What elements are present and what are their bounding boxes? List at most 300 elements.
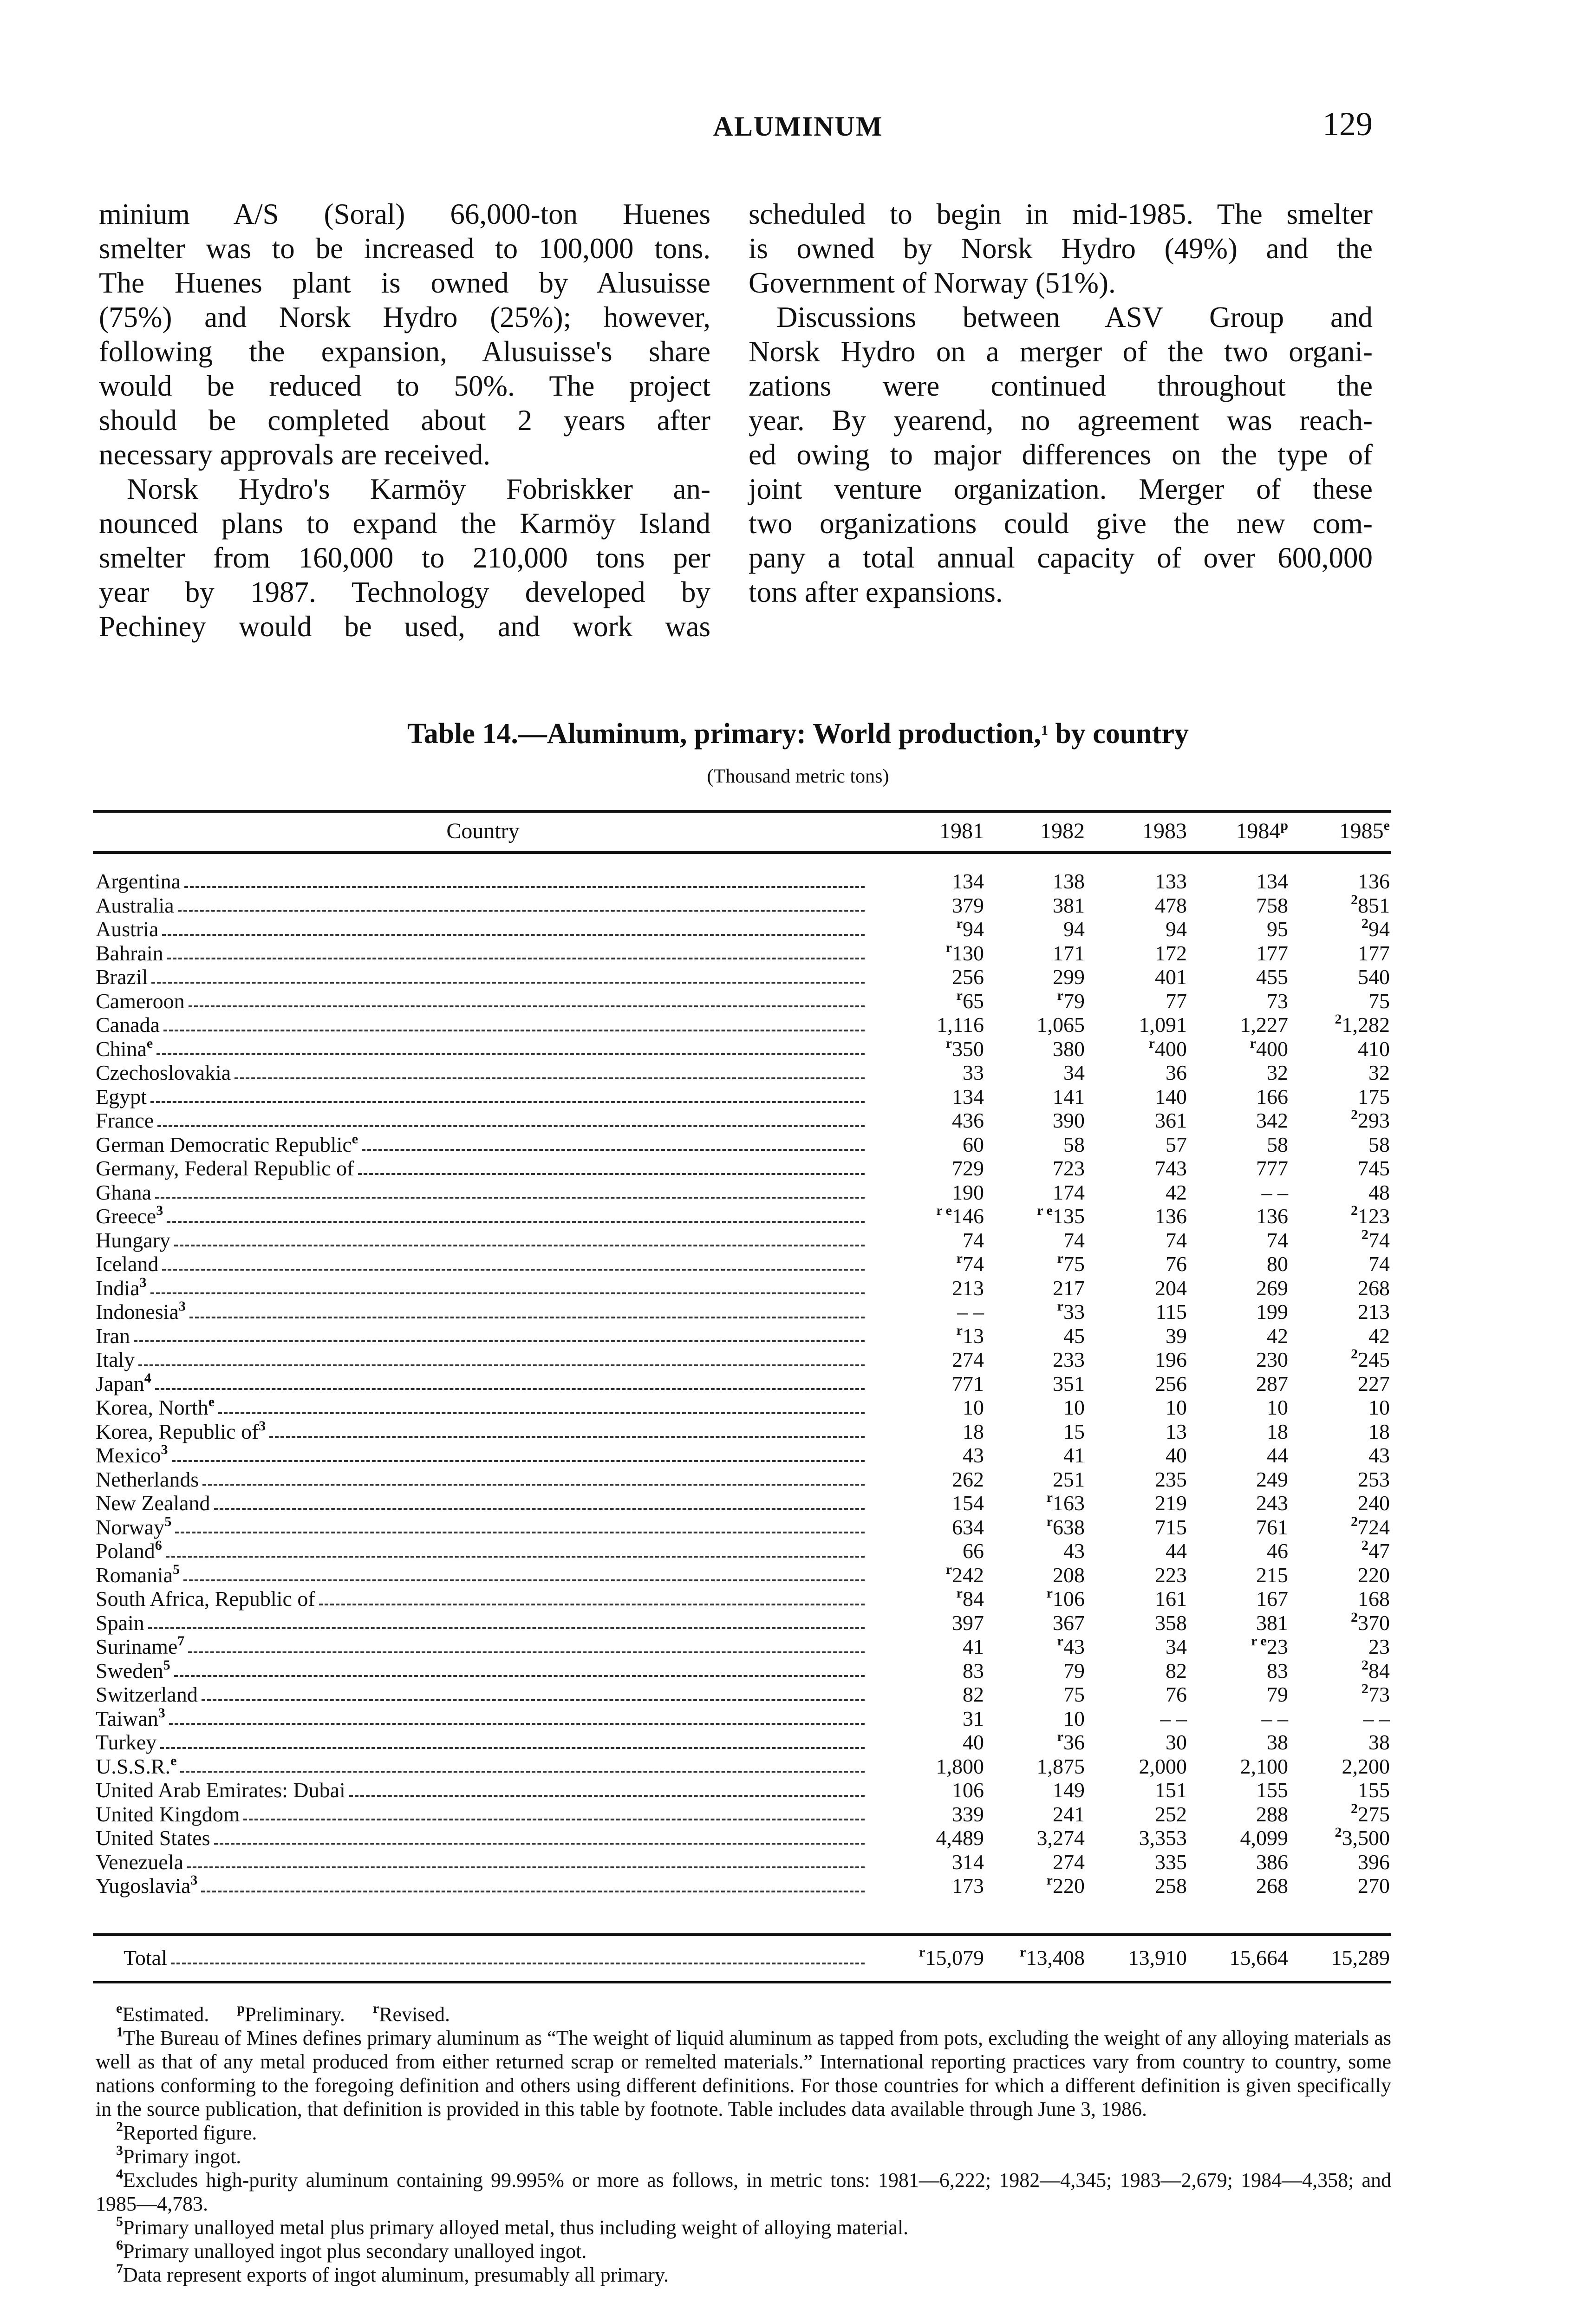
value: 74 [1063,1228,1085,1252]
value: 18 [963,1419,984,1443]
column-header-label: 1981 [939,819,984,843]
footnote-number: 6 [116,2237,123,2253]
country-label: Canada [96,1013,160,1037]
country-label: Iran [96,1324,130,1348]
value: 1,227 [1240,1013,1288,1037]
dot-leader [156,1053,865,1055]
value: 288 [1256,1802,1288,1826]
footnote-text: Excludes high-purity aluminum containing 99.995% or more as follows, in metric tons: 1981—6,222; 1982—4,345; 1983—2,679; 1984—4,358; and 1985—4,783. [96,2169,1391,2215]
value-cell [984,1420,1085,1444]
value-cell [1085,1778,1187,1802]
dot-leader [155,1197,865,1199]
country-label: United Kingdom [96,1802,240,1826]
value: 13,910 [1128,1946,1187,1970]
value: 18 [1267,1419,1288,1443]
value-note: 2 [1361,1538,1368,1553]
footnote-key [237,2003,345,2026]
text-line: following the expansion, Alusuisse's share [99,335,710,368]
value: 220 [1358,1563,1390,1587]
dot-leader [319,1604,865,1605]
footnote [96,2239,1391,2263]
value-cell [870,1109,984,1133]
country-label: United Arab Emirates: Dubai [96,1778,345,1802]
value-cell [870,1085,984,1109]
value-cell [1288,1707,1390,1731]
value: 241 [1053,1802,1085,1826]
value-cell [1187,894,1288,918]
country-name [96,1491,210,1515]
value-cell [1085,1109,1187,1133]
value: 379 [952,893,984,917]
table-row [96,1707,1390,1731]
value-cell [870,1539,984,1563]
value: 38 [1368,1730,1390,1754]
value: 758 [1256,893,1288,917]
country-name [96,1420,266,1444]
country-label: Czechoslovakia [96,1061,231,1084]
value-cell [1085,1133,1187,1157]
text-line: pany a total annual capacity of over 600,000 [749,541,1373,574]
value-cell [1187,1396,1288,1420]
value-note: r [945,1561,952,1577]
text-line: year. By yearend, no agreement was reach- [749,404,1373,437]
value-cell [1187,1228,1288,1252]
value: 23 [1368,1635,1390,1658]
value: 227 [1358,1371,1390,1396]
country-name [96,1037,153,1061]
value-cell [1085,965,1187,989]
value-note: 2 [1335,1011,1342,1027]
value-cell [984,1348,1085,1372]
value-note: r [919,1944,925,1960]
value-note: 2 [1351,1800,1358,1816]
dot-leader [189,1317,865,1318]
value: 172 [1155,941,1187,965]
country-name [96,1587,315,1611]
value-cell [984,1228,1085,1252]
column-header [978,818,1085,844]
value-cell [870,1946,984,1970]
footnote [96,2026,1391,2121]
dot-leader [349,1795,865,1797]
value: 13 [1166,1419,1187,1443]
country-label: Korea, Republic of [96,1419,259,1443]
value: 638 [1053,1515,1085,1539]
dot-leader [202,1484,865,1486]
value-cell [1085,1348,1187,1372]
value: 34 [1063,1061,1085,1084]
value: 410 [1358,1037,1390,1061]
value-cell [1187,1778,1288,1802]
value: 274 [952,1348,984,1371]
value-cell [984,1874,1085,1898]
value: 245 [1358,1348,1390,1371]
table-top-rule [93,810,1391,813]
value: 15 [1063,1419,1085,1443]
country-cell [96,869,870,894]
value-cell [1288,1061,1390,1085]
value-cell [1288,1181,1390,1205]
value-cell [1288,941,1390,965]
value: 42 [1368,1324,1390,1348]
value-cell [1187,1659,1288,1683]
table-row [96,1635,1390,1659]
value: 123 [1358,1204,1390,1228]
value: 42 [1267,1324,1288,1348]
country-cell [96,1181,870,1205]
country-name [96,1468,199,1492]
value-cell [984,1802,1085,1826]
value: 161 [1155,1587,1187,1611]
table-row [96,1156,1390,1181]
value: 140 [1155,1084,1187,1109]
value: 361 [1155,1109,1187,1132]
dot-leader [174,1675,865,1677]
value: 455 [1256,965,1288,989]
body-column-left [99,197,710,644]
table-row [96,1563,1390,1587]
value-cell [1288,989,1390,1013]
value: 40 [1166,1443,1187,1467]
value: – – [1261,1706,1288,1730]
value: 397 [952,1611,984,1635]
country-footnote: 3 [190,1872,198,1888]
value: 23 [1267,1635,1288,1658]
value-cell [984,1181,1085,1205]
country-label: Venezuela [96,1850,183,1874]
value-cell [984,1468,1085,1492]
country-name [96,917,158,941]
table-row [96,1755,1390,1779]
value-note: r [1046,1872,1053,1888]
country-cell [96,1300,870,1324]
value: 84 [1368,1658,1390,1683]
value-note: 2 [1335,1825,1342,1840]
value: 256 [1155,1371,1187,1396]
dot-leader [214,1508,865,1510]
value-cell [1288,1755,1390,1779]
value-cell [1085,1515,1187,1539]
text-line: should be completed about 2 years after [99,404,710,437]
value-cell [1085,1228,1187,1252]
value: 196 [1155,1348,1187,1371]
value-cell [1288,965,1390,989]
dot-leader [138,1364,865,1366]
value: 381 [1256,1611,1288,1635]
column-header [1080,818,1187,844]
text-line: year by 1987. Technology developed by [99,576,710,608]
country-cell [96,1037,870,1061]
country-label: New Zealand [96,1491,210,1515]
dot-leader [362,1149,865,1151]
value: 1,065 [1036,1013,1085,1037]
country-name [96,1228,170,1252]
country-cell [96,1396,870,1420]
value-note: r [956,1585,963,1601]
value-cell [1085,1802,1187,1826]
value: 253 [1358,1467,1390,1491]
table-row [96,1324,1390,1348]
value-cell [1187,1204,1288,1228]
value: 65 [963,989,984,1013]
value: 133 [1155,869,1187,893]
value: 386 [1256,1850,1288,1874]
value-cell [1288,1778,1390,1802]
value-cell [1187,1730,1288,1755]
table-row [96,1085,1390,1109]
value-cell [1187,941,1288,965]
value-cell [1085,1468,1187,1492]
value-cell [1085,1420,1187,1444]
country-label: Argentina [96,869,181,893]
value-cell [1187,1850,1288,1874]
value-cell [984,1252,1085,1276]
table-row [96,1850,1390,1874]
value-note: r [1057,1633,1063,1649]
value-cell [1288,1850,1390,1874]
country-cell [96,1443,870,1468]
country-label: Italy [96,1348,135,1371]
value-cell [1187,1491,1288,1515]
value-cell [870,1324,984,1348]
running-title: ALUMINUM [713,111,883,142]
value-cell [1288,1946,1390,1970]
country-cell [96,1755,870,1779]
value-cell [1187,1085,1288,1109]
value: 745 [1358,1156,1390,1180]
value: 57 [1166,1132,1187,1156]
value-cell [1085,1946,1187,1970]
value-cell [1085,1491,1187,1515]
value-cell [1085,894,1187,918]
value: 2,000 [1139,1754,1187,1778]
value: 134 [952,1084,984,1109]
value-cell [870,1707,984,1731]
country-cell [96,1778,870,1802]
text-line: smelter was to be increased to 100,000 tons. [99,232,710,265]
value-cell [1085,941,1187,965]
value-cell [984,1396,1085,1420]
country-cell [96,917,870,941]
footnote [96,2263,1391,2287]
value: 219 [1155,1491,1187,1515]
country-label: Turkey [96,1730,157,1754]
country-cell [96,1109,870,1133]
country-name [96,1013,160,1037]
country-name [96,1850,183,1874]
country-cell [96,1468,870,1492]
value-cell [1085,1037,1187,1061]
country-cell [96,1730,870,1755]
value-note: r [956,916,963,931]
value: 154 [952,1491,984,1515]
value: 75 [1063,1252,1085,1276]
value: 213 [1358,1300,1390,1324]
value: 48 [1368,1180,1390,1204]
value: 168 [1358,1587,1390,1611]
value: 1,800 [936,1754,984,1778]
value-cell [1187,1061,1288,1085]
dot-leader [187,1866,865,1868]
country-cell [96,1683,870,1707]
dot-leader [172,1460,865,1462]
value-cell [1085,1874,1187,1898]
country-label: Poland [96,1539,155,1563]
value-cell [870,1515,984,1539]
value: – – [957,1300,984,1324]
value-cell [870,1443,984,1468]
value: 268 [1358,1276,1390,1300]
table-header-rule [93,851,1391,854]
value: 235 [1155,1467,1187,1491]
value-cell [1187,1276,1288,1300]
value: 262 [952,1467,984,1491]
value-cell [1187,1013,1288,1037]
value: 138 [1053,869,1085,893]
value-cell [1085,1683,1187,1707]
footnote-symbol: r [372,2001,379,2016]
value: 36 [1063,1730,1085,1754]
value-cell [1288,1443,1390,1468]
value: – – [1363,1706,1390,1730]
value: 777 [1256,1156,1288,1180]
value: 39 [1166,1324,1187,1348]
value-cell [870,1133,984,1157]
value: 79 [1063,989,1085,1013]
country-cell [96,1539,870,1563]
country-label: Mexico [96,1443,161,1467]
country-cell [96,1276,870,1300]
value-cell [870,1181,984,1205]
table-row [96,1468,1390,1492]
value-cell [984,1324,1085,1348]
value-cell [1085,1372,1187,1396]
text-line: zations were continued throughout the [749,370,1373,402]
footnote-text: The Bureau of Mines defines primary aluminum as “The weight of liquid aluminum as tapped from pots, excluding the weight of any alloying materials as well as that of any metal produced from either returned scrap or remelted materials.” International reporting practices vary from country to country, some nations conforming to the foregoing definition and others using different definitions. For those countries for which a different definition is given specifically in the source publication, that definition is provided in this table by footnote. Table includes data available through June 3, 1986. [96,2027,1391,2120]
value-cell [1085,1252,1187,1276]
value: 358 [1155,1611,1187,1635]
table-row [96,965,1390,989]
footnote [96,2168,1391,2216]
value-cell [984,1539,1085,1563]
value: 400 [1155,1037,1187,1061]
country-label: China [96,1037,147,1061]
value: 3,353 [1139,1826,1187,1850]
table-title-tail: by country [1048,718,1189,750]
value: 74 [1267,1228,1288,1252]
country-name [96,1181,151,1205]
value-cell [1187,1563,1288,1587]
value: 36 [1166,1061,1187,1084]
table-title-footnote: 1 [1041,723,1048,738]
country-name [96,1826,210,1850]
value-cell [1288,1468,1390,1492]
value: 30 [1166,1730,1187,1754]
country-label: Cameroon [96,989,185,1013]
value: 79 [1063,1658,1085,1683]
value: 83 [1267,1658,1288,1683]
table-row [96,1204,1390,1228]
country-name [96,965,148,989]
dot-leader [148,1627,865,1629]
value-cell [870,965,984,989]
dot-leader [243,1819,865,1820]
value: 146 [952,1204,984,1228]
value: 74 [1368,1228,1390,1252]
value-cell [984,894,1085,918]
value: 44 [1166,1539,1187,1563]
value: 400 [1256,1037,1288,1061]
value-cell [984,1587,1085,1611]
country-label: India [96,1276,140,1300]
value: 15,289 [1331,1946,1390,1970]
value-cell [1288,1420,1390,1444]
value-cell [1288,1300,1390,1324]
value-cell [1187,1420,1288,1444]
value-cell [1085,1539,1187,1563]
country-footnote: 3 [156,1203,163,1218]
value: 10 [1267,1396,1288,1419]
country-name [96,1802,240,1826]
value-cell [870,1563,984,1587]
country-footnote: e [146,1035,153,1051]
value-cell [870,917,984,941]
value: 220 [1053,1874,1085,1898]
value: 94 [963,917,984,941]
value-cell [1288,917,1390,941]
country-name [96,1730,156,1755]
value: 163 [1053,1491,1085,1515]
country-name [96,1707,165,1731]
column-header [1283,818,1390,844]
dot-leader [150,1101,865,1103]
dot-leader [269,1436,865,1438]
value-note: 2 [1351,1609,1358,1625]
country-cell [96,1802,870,1826]
value: 287 [1256,1371,1288,1396]
value-cell [1187,1707,1288,1731]
value-cell [1288,1133,1390,1157]
footnotes [96,2002,1391,2287]
value-note: 2 [1361,1681,1368,1696]
value-cell [1085,869,1187,894]
country-cell [96,1252,870,1276]
country-cell [96,1420,870,1444]
dot-leader [180,1771,865,1773]
value-cell [984,1826,1085,1850]
value-cell [870,1061,984,1085]
value: 177 [1358,941,1390,965]
value-cell [1288,1252,1390,1276]
value-note: r [1046,1490,1053,1505]
value-note: r [1148,1035,1155,1051]
value-cell [984,1850,1085,1874]
value-cell [870,1037,984,1061]
value-cell [1288,1874,1390,1898]
value: 15,079 [925,1946,984,1970]
value-cell [1085,1300,1187,1324]
text-line: Norsk Hydro's Karmöy Fobriskker an- [127,473,710,505]
value-cell [984,1707,1085,1731]
dot-leader [214,1843,865,1845]
country-cell [96,1491,870,1515]
value: 60 [963,1132,984,1156]
dot-leader [175,1532,865,1533]
value-cell [1288,1156,1390,1181]
dot-leader [184,886,865,888]
table-row [96,1730,1390,1755]
dot-leader [166,1556,865,1558]
